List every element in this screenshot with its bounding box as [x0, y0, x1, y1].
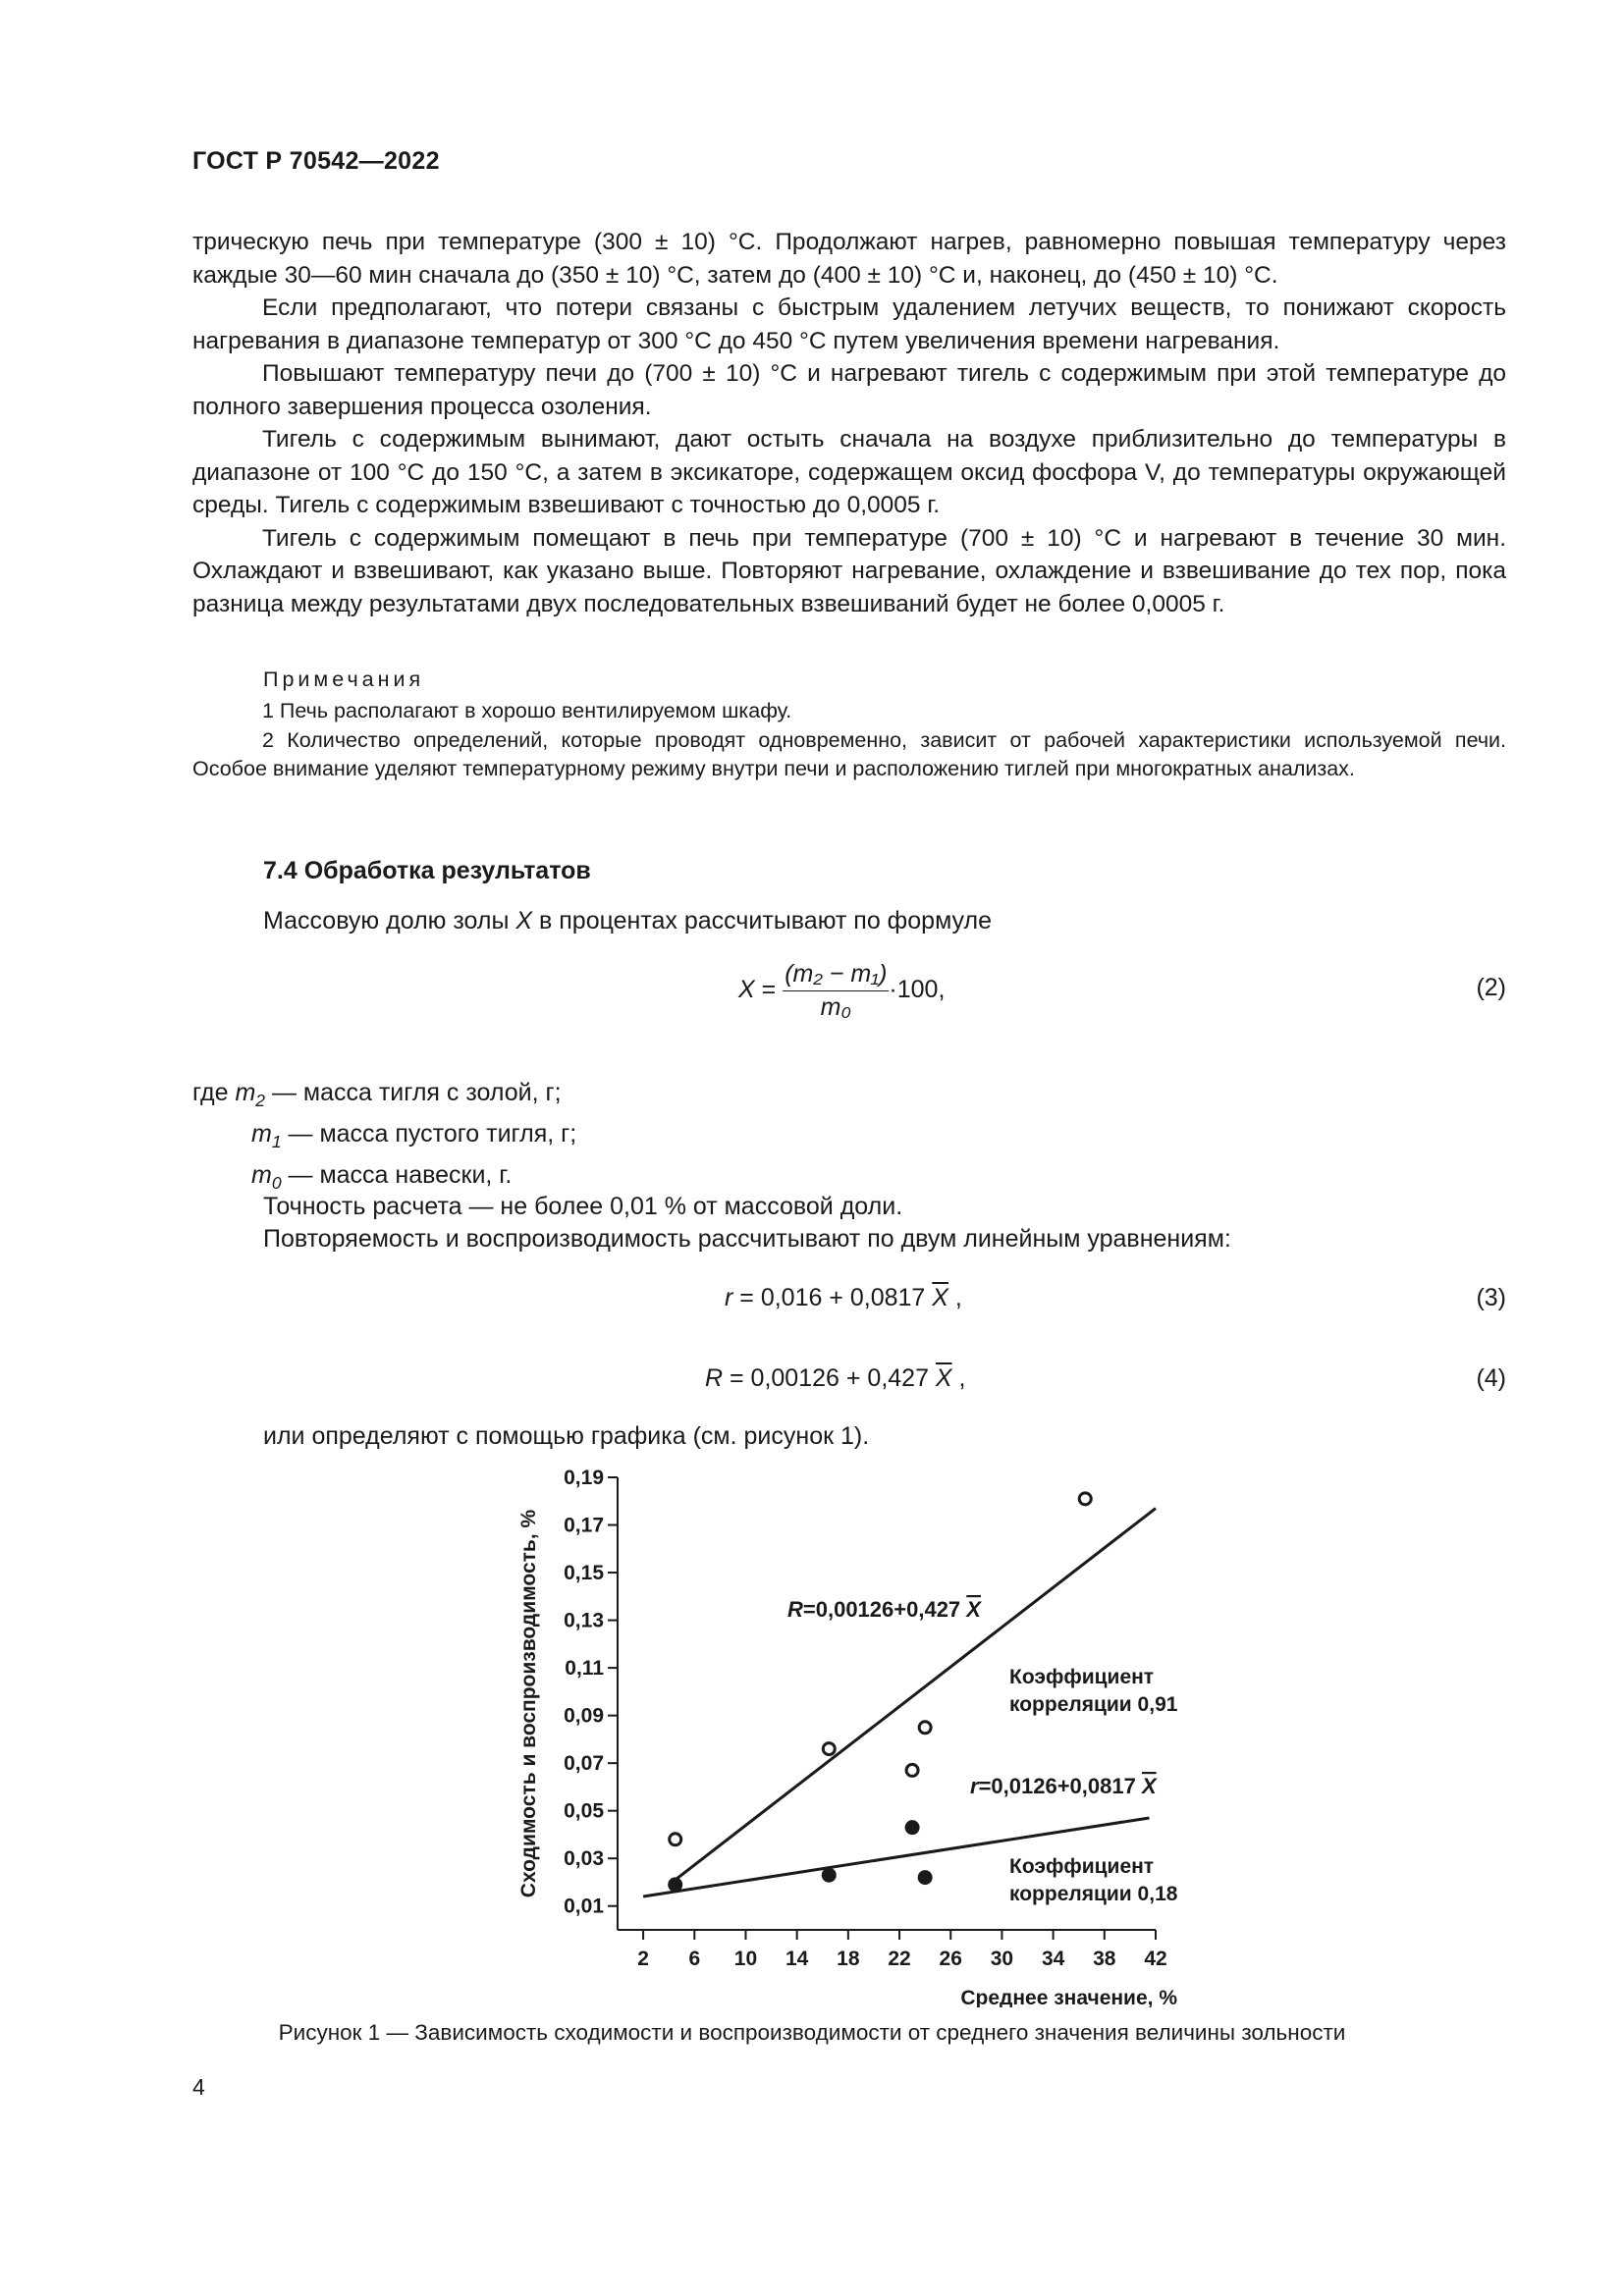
x-axis-label: Среднее значение, % [960, 1987, 1177, 2007]
x-tick-label: 42 [1144, 1948, 1167, 1970]
correlation-label: Коэффициент [1009, 1666, 1155, 1688]
x-tick-label: 22 [888, 1948, 911, 1970]
note-item: 1 Печь располагают в хорошо вентилируемом шкафу. [262, 699, 792, 722]
y-tick-label: 0,17 [564, 1514, 604, 1537]
y-tick-label: 0,19 [564, 1468, 604, 1489]
x-tick-label: 26 [939, 1948, 962, 1970]
formula-3 [725, 1282, 962, 1314]
x-tick-label: 34 [1041, 1948, 1065, 1970]
symbol: m [235, 1079, 256, 1106]
where-text: — масса пустого тигля, г; [281, 1120, 577, 1148]
correlation-label: корреляции 0,91 [1009, 1693, 1178, 1716]
paragraph: Повышают температуру печи до (700 ± 10) °С и нагревают тигель с содержимым при этой температуре до полного завершения процесса озоления. [192, 360, 1506, 420]
data-point-filled [918, 1870, 933, 1885]
notes [192, 697, 1506, 784]
graph-reference: или определяют с помощью графика (см. рисунок 1). [263, 1422, 870, 1450]
equation-number: (2) [1476, 974, 1506, 1001]
paragraph: Если предполагают, что потери связаны с быстрым удалением летучих веществ, то понижают скорость нагревания в диапазоне температур от 300 °С до 450 °С путем увеличения времени нагревания. [192, 294, 1506, 354]
data-point-filled [822, 1868, 837, 1883]
formula-lhs: R [705, 1364, 724, 1392]
formula-rhs: = 0,00126 + 0,427 [723, 1364, 936, 1392]
fraction-denominator: m₀ [820, 993, 851, 1021]
data-point-filled [668, 1877, 682, 1892]
formula-tail: , [951, 1364, 966, 1392]
body-text [192, 226, 1506, 620]
paragraph: трическую печь при температуре (300 ± 10) °С. Продолжают нагрев, равномерно повышая температуру через каждые 30—60 мин сначала до (350 ± 10) °С, затем до (400 ± 10) °С и, наконец, до (450 ± 10) °С. [192, 229, 1506, 289]
y-tick-label: 0,07 [564, 1752, 604, 1776]
x-tick-label: 30 [990, 1948, 1014, 1970]
equation-number: (4) [1476, 1364, 1506, 1392]
formula-intro [263, 905, 992, 937]
mean-symbol: $\overline{X}$ [932, 1284, 948, 1311]
y-tick-label: 0,13 [564, 1609, 604, 1632]
formula-eq: = [754, 976, 784, 1004]
data-point-open [906, 1764, 918, 1776]
figure-caption: Рисунок 1 — Зависимость сходимости и воспроизводимости от среднего значения величины зольности [278, 2020, 1346, 2045]
correlation-label: Коэффициент [1009, 1855, 1155, 1878]
equation-label: r=0,0126+0,0817 X [970, 1774, 1157, 1798]
x-tick-label: 6 [688, 1948, 701, 1970]
intro-text: в процентах рассчитывают по формуле [532, 907, 992, 934]
variable: X [515, 907, 533, 934]
note-item: 2 Количество определений, которые проводят одновременно, зависит от рабочей характеристики используемой печи. Особое внимание уделяют температурному режиму внутри печи и расположению тиглей при многократных анализах. [192, 727, 1506, 780]
notes-title: Примечания [263, 667, 425, 691]
where-text: — масса навески, г. [281, 1161, 513, 1189]
y-tick-label: 0,11 [565, 1657, 604, 1681]
formula-tail: ·100, [889, 976, 946, 1004]
y-tick-label: 0,15 [564, 1562, 604, 1585]
x-tick-label: 14 [785, 1948, 809, 1970]
x-tick-label: 18 [837, 1948, 860, 1970]
document-header: ГОСТ Р 70542—2022 [192, 147, 440, 175]
y-tick-label: 0,09 [564, 1704, 604, 1728]
section-title: 7.4 Обработка результатов [263, 857, 591, 884]
x-tick-label: 10 [733, 1948, 758, 1970]
symbol: m [251, 1120, 272, 1148]
y-tick-label: 0,01 [564, 1895, 604, 1918]
where-item [192, 1077, 562, 1117]
equation-label: R=0,00126+0,427 X [787, 1597, 981, 1622]
paragraph: Тигель с содержимым вынимают, дают остыть сначала на воздухе приблизительно до температуры в диапазоне от 100 °С до 150 °С, а затем в эксикаторе, содержащем оксид фосфора V, до температуры окружающей среды. Тигель с содержимым взвешивают с точностью до 0,0005 г. [192, 426, 1506, 518]
data-point-open [919, 1722, 931, 1734]
data-point-open [823, 1743, 835, 1755]
y-tick-label: 0,03 [564, 1847, 604, 1871]
data-point-open [1079, 1493, 1091, 1505]
formula-tail: , [947, 1284, 962, 1311]
x-tick-label: 38 [1093, 1948, 1116, 1970]
equation-number: (3) [1476, 1284, 1506, 1311]
repeat-intro: Повторяемость и воспроизводимость рассчитывают по двум линейным уравнениям: [263, 1225, 1231, 1253]
x-tick-label: 2 [637, 1948, 649, 1970]
formula-lhs: X [738, 976, 755, 1004]
correlation-label: корреляции 0,18 [1009, 1883, 1178, 1905]
formula-rhs: = 0,016 + 0,0817 [732, 1284, 933, 1311]
symbol-sub: 2 [255, 1091, 265, 1110]
page-number: 4 [192, 2074, 205, 2100]
formula-4 [705, 1362, 966, 1395]
fraction-numerator: (m₂ − m₁) [783, 960, 889, 991]
paragraph: Тигель с содержимым помещают в печь при температуре (700 ± 10) °С и нагревают в течение 30 мин. Охлаждают и взвешивают, как указано выше. Повторяют нагревание, охлаждение и взвешивание до тех пор, пока разница между результатами двух последовательных взвешиваний будет не более 0,0005 г. [192, 524, 1506, 617]
mean-symbol: $\overline{X}$ [935, 1364, 952, 1392]
data-point-filled [905, 1820, 920, 1835]
where-text: — масса тигля с золой, г; [265, 1079, 562, 1106]
y-tick-label: 0,05 [564, 1799, 604, 1823]
fraction [783, 960, 889, 1022]
formula-2 [738, 960, 945, 1022]
where-item [251, 1118, 576, 1158]
figure-1-chart [491, 1468, 1237, 2007]
data-point-open [670, 1834, 681, 1845]
symbol-sub: 0 [271, 1173, 282, 1193]
intro-text: Массовую долю золы [263, 907, 516, 934]
where-lead: где [192, 1079, 236, 1106]
symbol-sub: 1 [271, 1132, 282, 1151]
accuracy-text: Точность расчета — не более 0,01 % от массовой доли. [263, 1193, 903, 1220]
y-axis-label: Сходимость и воспроизводимость, % [517, 1509, 540, 1898]
symbol: m [251, 1161, 272, 1189]
formula-lhs: r [725, 1284, 733, 1311]
